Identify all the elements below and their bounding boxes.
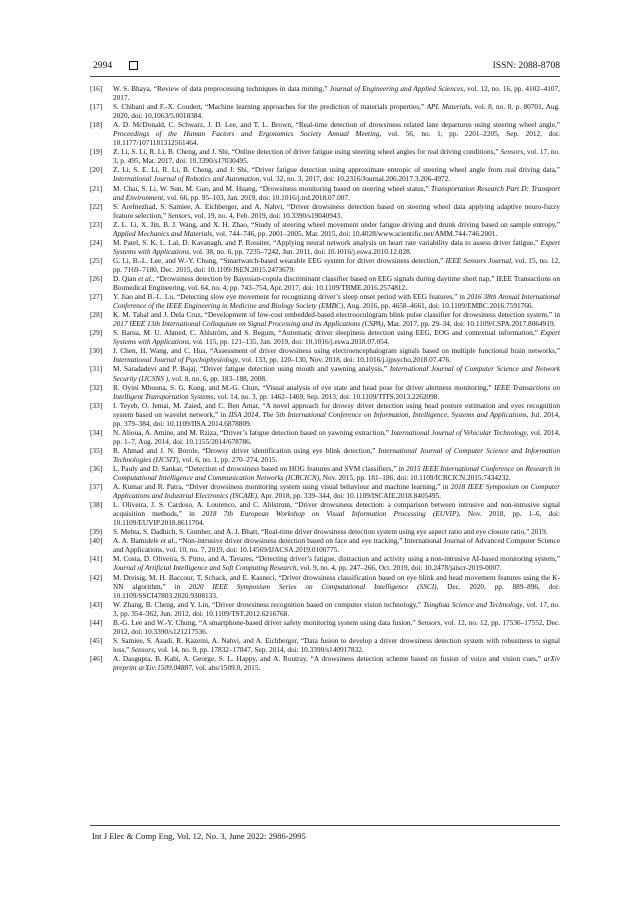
reference-text [113,383,560,401]
reference-details: , vol. 38, no. 6, pp. 7235–7242, Jun. 2011, doi: 10.1016/j.eswa.2010.12.028. [189,246,412,256]
reference-venue: Applied Mechanics and Materials [113,228,213,238]
reference-details: , Apr. 2018, pp. 339–344, doi: 10.1109/ISCAIE.2018.8405495. [257,491,442,501]
reference-venue: APL Materials [426,102,471,112]
reference-text [113,446,560,464]
reference-venue: Sensors [131,644,154,654]
reference-text [113,238,560,256]
reference-details: , Mar. 2017, pp. 29–34, doi: 10.1109/CSPA.2017.8064919. [383,319,556,329]
reference-details: , vol. 14, no. 3, pp. 1462–1469, Sep. 2013, doi: 10.1109/TITS.2013.2262098. [213,391,440,401]
reference-text [113,464,560,482]
reference-text [113,600,560,618]
reference-text [113,184,560,202]
reference-text [113,120,560,147]
reference-text [113,482,560,500]
reference-number: [42] [90,572,103,582]
reference-venue: 2020 IEEE Symposium Series on Computational Intelligence (SSCI) [188,581,437,591]
reference-venue: Tsinghua Science and Technology [423,599,523,609]
reference-venue: 2016 38th Annual International Conference of the IEEE Engineering in Medicine and Biology Society (EMBC) [113,292,560,311]
reference-venue: 2018 7th European Workshop on Visual Information Processing (EUVIP) [201,509,459,519]
reference-venue: et al. [138,273,153,283]
reference-number: [28] [90,310,103,320]
reference-entry [90,256,560,274]
reference-authors-title: M. Saradadevi and P. Bajaj, “Driver fatigue detection using mouth and yawning analysis,” [113,364,390,374]
reference-entry [90,500,560,527]
reference-details: , vol. 14, no. 9, pp. 17832–17847, Sep. 2014, doi: 10.3390/s140917832. [153,644,364,654]
reference-text [113,328,560,346]
reference-details: , vol. 9, no. 4, pp. 247–266, Oct. 2019, doi: 10.2478/jaiscr-2019-0007. [296,563,502,573]
reference-venue: International Journal of Vehicular Technology [390,427,527,437]
reference-number: [24] [90,237,103,247]
reference-venue: Proceedings of the Human Factors and Ergonomics Society Annual Meeting [113,129,380,139]
reference-text [113,636,560,654]
reference-text [113,401,560,428]
reference-authors-title: S. Barua, M. U. Ahmed, C. Ahlström, and S. Begum, “Automatic driver sleepiness detection using EEG, EOG and contextual information,” [113,328,541,338]
reference-entry [90,328,560,346]
reference-details: , vol. 15, no. 12, pp. 7169–7180, Dec. 2015, doi: 10.1109/JSEN.2015.2473679. [113,255,560,274]
reference-number: [17] [90,102,103,112]
reference-entry [90,84,560,102]
reference-number: [35] [90,445,103,455]
reference-venue: Journal of Engineering and Applied Sciences [329,84,464,93]
reference-authors-title: Z. L. Li, X. Jin, B. J. Wang, and X. H. Zhao, “Study of steering wheel movement under fatigue driving and drunk driving based on sample entropy,” [113,219,560,229]
reference-number: [38] [90,500,103,510]
reference-details: , vol. 32, no. 3, 2017, doi: 10.2316/Journal.206.2017.3.206-4972. [259,174,451,184]
reference-text [113,536,560,554]
reference-details: , vol. 133, pp. 120–130, Nov. 2018, doi: 10.1016/j.ijpsycho.2018.07.476. [238,355,452,365]
reference-entry [90,573,560,600]
reference-number: [19] [90,147,103,157]
reference-entry [90,120,560,147]
reference-entry [90,536,560,554]
reference-number: [18] [90,120,103,130]
reference-entry [90,527,560,536]
reference-entry [90,618,560,636]
reference-venue: International Journal of Computer Science and Information Technologies (IJCSIT) [113,445,560,464]
reference-text [113,573,560,600]
reference-authors-title: M. Costa, D. Oliveira, S. Pinto, and A. Tavares, “Detecting driver’s fatigue, distraction and activity using a non-intrusive AI-based monitoring system,” [113,554,560,564]
page-footer: Int J Elec & Comp Eng, Vol. 12, No. 3, June 2022: 2986-2995 [92,831,306,841]
reference-details: , “Drowsiness detection by Bayesian-copula discriminant classifier based on EEG signals during daytime short nap,” IEEE Transactions on Biomedical Engineering, vol. 64, no. 4, pp. 743–754, Apr. 2017, doi: 10.1109/TBME.2016.2574812. [113,273,561,293]
reference-venue: IEEE Sensors Journal [445,255,511,265]
reference-text [113,165,560,183]
reference-authors-title: J. Chen, H. Wang, and C. Hua, “Assessment of driver drowsiness using electroencephalogram signals based on multiple functional brain networks,” [113,346,560,356]
reference-number: [44] [90,617,103,627]
reference-entry [90,464,560,482]
reference-text [113,618,560,636]
reference-venue: 2018 IEEE Symposium on Computer Applications and Industrial Electronics (ISCAIE) [113,482,560,501]
reference-venue: IEEE Transactions on Intelligent Transportation Systems [113,382,560,401]
reference-venue: Transportation Research Part D: Transport and Environment [113,183,560,202]
reference-text [113,428,560,446]
reference-authors-title: W. Zhang, B. Cheng, and Y. Lin, “Driver drowsiness recognition based on computer vision technology,” [113,599,424,609]
reference-entry [90,202,560,220]
reference-details: , vol. 12, no. 16, pp. 4102–4107, 2017. [113,84,560,103]
reference-entry [90,238,560,256]
reference-entry [90,554,560,572]
reference-details: , Nov. 2015, pp. 181–186, doi: 10.1109/ICRCICN.2015.7434232. [319,473,511,483]
reference-text [113,654,560,672]
reference-number: [33] [90,400,103,410]
reference-authors-title: Z. Li, S. E. Li, R. Li, B. Cheng, and J. Shi, “Driver fatigue detection using approximate entropic of steering wheel angle from real driving data,” [113,165,560,175]
reference-number: [45] [90,635,103,645]
reference-authors-title: R. Ahmad and J. N. Borole, “Drowsy driver identification using eye blink detection,” [113,445,379,455]
reference-authors-title: N. Alioua, A. Amine, and M. Rziza, “Driver’s fatigue detection based on yawning extraction,” [113,427,391,437]
reference-authors-title: S. Samiee, S. Azadi, R. Kazemi, A. Nahvi, and A. Eichberger, “Data fusion to develop a driver drowsiness detection system with robustness to signal loss,” [113,635,560,654]
reference-venue: arXiv preprint arXiv:1509.04887 [113,653,560,672]
reference-entry [90,274,560,292]
reference-details: , Dec. 2020, pp. 889–896, doi: 10.1109/SSCI47803.2020.9308133. [113,581,560,600]
reference-entry [90,310,560,328]
reference-number: [31] [90,364,103,374]
reference-authors-title: S. Chibani and F.-X. Coudert, “Machine learning approaches for the prediction of materials properties,” [113,102,427,112]
reference-number: [43] [90,599,103,609]
reference-authors-title: D. Qian [113,273,139,283]
reference-text [113,256,560,274]
reference-details: , “Non-intrusive driver drowsiness detection based on face and eye tracking,” International Journal of Advanced Computer Science and Applications, vol. 10, no. 7, 2019, doi: 10.14569/IJACSA.2019.0100775. [113,536,560,555]
reference-venue: Journal of Artificial Intelligence and Soft Computing Research [113,563,297,573]
reference-details: , vol. 56, no. 1, pp. 2201–2205, Sep. 2012, doi: 10.1177/1071181312561464. [113,129,560,148]
reference-number: [40] [90,536,103,546]
reference-text [113,310,560,328]
reference-entry [90,147,560,165]
reference-authors-title: S. Arefnezhad, S. Samiee, A. Eichberger, and A. Nahvi, “Driver drowsiness detection based on steering wheel data applying adaptive neuro-fuzzy feature selection,” [113,201,560,220]
reference-venue: 2017 IEEE 13th International Colloquium on Signal Processing and its Applications (CSPA) [113,319,384,329]
reference-text [113,102,560,120]
reference-number: [29] [90,328,103,338]
reference-details: , vol. 744–746, pp. 2001–2005, Mar. 2015, doi: 10.4028/www.scientific.net/AMM.744-746.2001. [212,228,498,238]
reference-authors-title: A. Kumar and R. Patra, “Driver drowsiness monitoring system using visual behaviour and machine learning,” in [113,482,451,492]
reference-number: [16] [90,84,103,93]
reference-text [113,500,560,527]
reference-text [113,346,560,364]
reference-number: [30] [90,346,103,356]
reference-venue: International Journal of Computer Science and Network Security (IJCSNS ) [113,364,560,383]
reference-details: , vol. 19, no. 4, Feb. 2019, doi: 10.3390/s19040943. [190,210,343,220]
reference-number: [23] [90,219,103,229]
reference-entry [90,220,560,238]
reference-details: , vol. 12, no. 12, pp. 17536–17552, Dec. 2012, doi: 10.3390/s121217536. [113,617,560,636]
page-number: 2994 [93,60,113,71]
reference-authors-title: M. Dreisig, M. H. Baccour, T. Schack, and E. Kasneci, “Driver drowsiness classification based on eye blink and head movement features using the K-NN algorithm,” in [113,572,560,591]
reference-number: [39] [90,527,103,537]
reference-details: , vol. 17, no. 3, pp. 354–362, Jun. 2012, doi: 10.1109/TST.2012.6216768. [113,599,561,618]
reference-entry [90,600,560,618]
reference-details: , Jul. 2014, pp. 379–384, doi: 10.1109/IISA.2014.6878809. [113,409,561,428]
reference-entry [90,102,560,120]
reference-details: , vol. 8, no. 6, pp. 183–188, 2008. [168,373,267,383]
reference-authors-title: R. Oyini Mbouna, S. G. Kong, and M.-G. Chun, “Visual analysis of eye state and head pose for driver alertness monitoring,” [113,382,495,392]
reference-text [113,274,560,292]
reference-authors-title: A. A. Bamidele [113,536,161,546]
reference-details: , vol. 2014, pp. 1–7, Aug. 2014, doi: 10.1155/2014/678786. [113,427,560,446]
reference-authors-title: L. Oliveira, J. S. Cardoso, A. Lourenco, and C. Ahlstrom, “Driver drowsiness detection: a comparison between intrusive and non-intrusive signal acquisition methods,” in [113,500,560,519]
reference-list [90,84,560,672]
reference-number: [22] [90,201,103,211]
reference-authors-title: M. Chai, S. Li, W. Sun, M. Guo, and M. Huang, “Drowsiness monitoring based on steering wheel status,” [113,183,431,193]
reference-number: [34] [90,427,103,437]
reference-venue: et al. [160,536,176,546]
reference-entry [90,165,560,183]
reference-number: [37] [90,482,103,492]
reference-number: [46] [90,653,103,663]
reference-text [113,527,560,536]
reference-number: [41] [90,554,103,564]
reference-venue: IISA 2014, The 5th International Conference on Information, Intelligence, Systems and Applications [228,409,527,419]
reference-authors-title: M. Patel, S. K. L. Lal, D. Kavanagh, and P. Rossiter, “Applying neural network analysis on heart rate variability data to assess driver fatigue,” [113,237,541,247]
reference-entry [90,292,560,310]
reference-venue: Sensors [167,210,191,220]
reference-authors-title: B.-G. Lee and W.-Y. Chung, “A smartphone-based driver safety monitoring system using data fusion,” [113,617,418,627]
reference-authors-title: L. Pauly and D. Sankar, “Detection of drowsiness based on HOG features and SVM classifiers,” in [113,463,407,473]
reference-venue: International Journal of Robotics and Automation [113,174,260,184]
reference-authors-title: A. Dasgupta, B. Kabi, A. George, S. L. Happy, and A. Routray, “A drowsiness detection scheme based on fusion of voice and vision cues,” [113,653,544,663]
reference-number: [20] [90,165,103,175]
reference-authors-title: A. D. McDonald, C. Schwarz, J. D. Lee, and T. L. Brown, “Real-time detection of drowsiness related lane departures using steering wheel angle,” [113,120,560,130]
reference-entry [90,383,560,401]
reference-number: [36] [90,463,103,473]
page-header [93,60,560,74]
reference-details: , vol. 6, no. 1, pp. 270–274, 2015. [178,454,278,464]
reference-entry [90,346,560,364]
reference-authors-title: S. Mehta, S. Dadhich, S. Gumber, and A. J. Bhatt, “Real-time driver drowsiness detection system using eye aspect ratio and eye closure ratio,” 2019. [113,527,548,537]
reference-details: , vol. 115, pp. 121–135, Jan. 2019, doi: 10.1016/j.eswa.2018.07.054. [189,337,390,347]
reference-details: , Aug. 2016, pp. 4658–4661, doi: 10.1109/EMBC.2016.7591766. [343,301,534,311]
reference-entry [90,184,560,202]
reference-number: [25] [90,255,103,265]
reference-venue: 2015 IEEE International Conference on Research in Computational Intelligence and Communication Networks (ICRCICN) [113,463,560,483]
reference-authors-title: I. Teyeb, O. Jemai, M. Zaied, and C. Ben Amar, “A novel approach for drowsy driver detection using head posture estimation and eyes recognition system based on wavelet network,” in [113,400,560,419]
reference-authors-title: Y. Jiao and B.-L. Lu, “Detecting slow eye movement for recognizing driver’s sleep onset period with EEG features,” in [113,292,467,302]
reference-text [113,220,560,238]
reference-number: [27] [90,292,103,302]
reference-details: , vol. 8, no. 8, p. 80701, Aug. 2020, doi: 10.1063/5.0018384. [113,102,560,121]
reference-text [113,554,560,572]
footer-rule [90,825,560,826]
reference-entry [90,636,560,654]
reference-details: , vol. abs/1509.0, 2015. [191,663,261,672]
reference-text [113,84,560,102]
reference-authors-title: Z. Li, S. Li, R. Li, B. Cheng, and J. Shi, “Online detection of driver fatigue using steering wheel angles for real driving conditions,” [113,147,501,157]
reference-number: [26] [90,273,103,283]
reference-details: , vol. 66, pp. 95–103, Jan. 2019, doi: 10.1016/j.trd.2018.07.007. [163,192,350,202]
header-rule [90,76,560,77]
reference-entry [90,446,560,464]
reference-entry [90,428,560,446]
reference-authors-title: G. Li, B.-L. Lee, and W.-Y. Chung, “Smartwatch-based wearable EEG system for driver drowsiness detection,” [113,255,446,265]
reference-text [113,292,560,310]
issn-label: ISSN: 2088-8708 [492,60,560,71]
reference-venue: Expert Systems with Applications [113,328,560,347]
reference-venue: International Journal of Psychophysiology [113,355,239,365]
reference-venue: Sensors [500,147,524,157]
square-bullet-icon [129,61,138,70]
reference-text [113,364,560,382]
reference-number: [21] [90,183,103,193]
reference-venue: Sensors [417,617,441,627]
reference-entry [90,364,560,382]
reference-details: , vol. 17, no. 3, p. 495, Mar. 2017, doi: 10.3390/s17030495. [113,147,561,166]
reference-entry [90,482,560,500]
reference-venue: Expert Systems with Applications [113,237,560,256]
reference-authors-title: K. M. Tabal and J. Dela Cruz, “Development of low-cost embedded-based electrooculogram blink pulse classifier for drowsiness detection system,” in [113,310,560,320]
reference-entry [90,401,560,428]
reference-text [113,147,560,165]
reference-entry [90,654,560,672]
reference-details: , Nov. 2018, pp. 1–6, doi: 10.1109/EUVIP.2018.8611704. [113,509,560,528]
reference-authors-title: W. S. Bhaya, “Review of data preprocessing techniques in data mining,” [113,84,330,93]
reference-text [113,202,560,220]
reference-number: [32] [90,382,103,392]
